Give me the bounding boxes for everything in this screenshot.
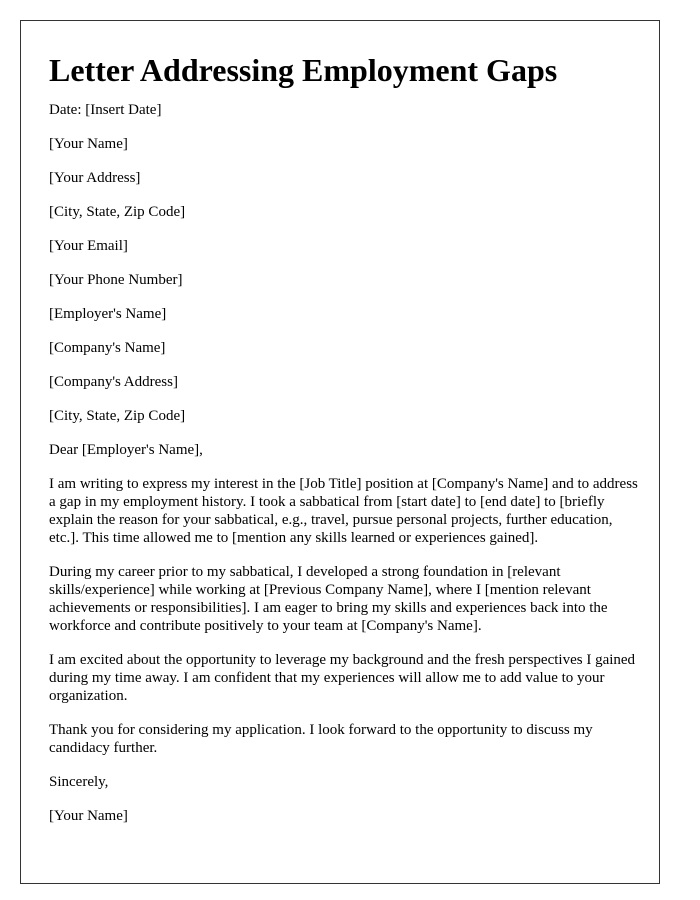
- closing: Sincerely,: [49, 774, 109, 790]
- signature: [Your Name]: [49, 808, 128, 824]
- body-paragraph: I am excited about the opportunity to leverage my background and the fresh perspectives I gained during my time away. I am confident that my experiences will allow me to add value to your organization.: [49, 652, 636, 704]
- recipient-employer-name: [Employer's Name]: [49, 306, 167, 322]
- date-line: Date: [Insert Date]: [49, 102, 162, 118]
- body-paragraph: Thank you for considering my application. I look forward to the opportunity to discuss my candidacy further.: [49, 722, 593, 756]
- body-paragraph: I am writing to express my interest in the [Job Title] position at [Company's Name] and to address a gap in my employment history. I took a sabbatical from [start date] to [end date] to [briefly explain the reason for your sabbatical, e.g., travel, pursue personal projects, further education, etc.]. This time allowed me to [mention any skills learned or experiences gained].: [49, 476, 638, 546]
- recipient-company-address: [Company's Address]: [49, 374, 178, 390]
- salutation: Dear [Employer's Name],: [49, 442, 203, 458]
- sender-city-state-zip: [City, State, Zip Code]: [49, 204, 186, 220]
- recipient-city-state-zip: [City, State, Zip Code]: [49, 408, 186, 424]
- body-paragraph: During my career prior to my sabbatical, I developed a strong foundation in [relevant skills/experience] while working at [Previous Company Name], where I [mention relevant achievements or responsibilities]. I am eager to bring my skills and experiences back into the workforce and contribute positively to your team at [Company's Name].: [49, 564, 608, 634]
- sender-email: [Your Email]: [49, 238, 128, 254]
- sender-phone: [Your Phone Number]: [49, 272, 183, 288]
- recipient-company-name: [Company's Name]: [49, 340, 166, 356]
- sender-address: [Your Address]: [49, 170, 141, 186]
- letter-title: Letter Addressing Employment Gaps: [49, 52, 558, 88]
- letter-content: [49, 51, 639, 841]
- letter-page: [20, 20, 660, 884]
- sender-name: [Your Name]: [49, 136, 128, 152]
